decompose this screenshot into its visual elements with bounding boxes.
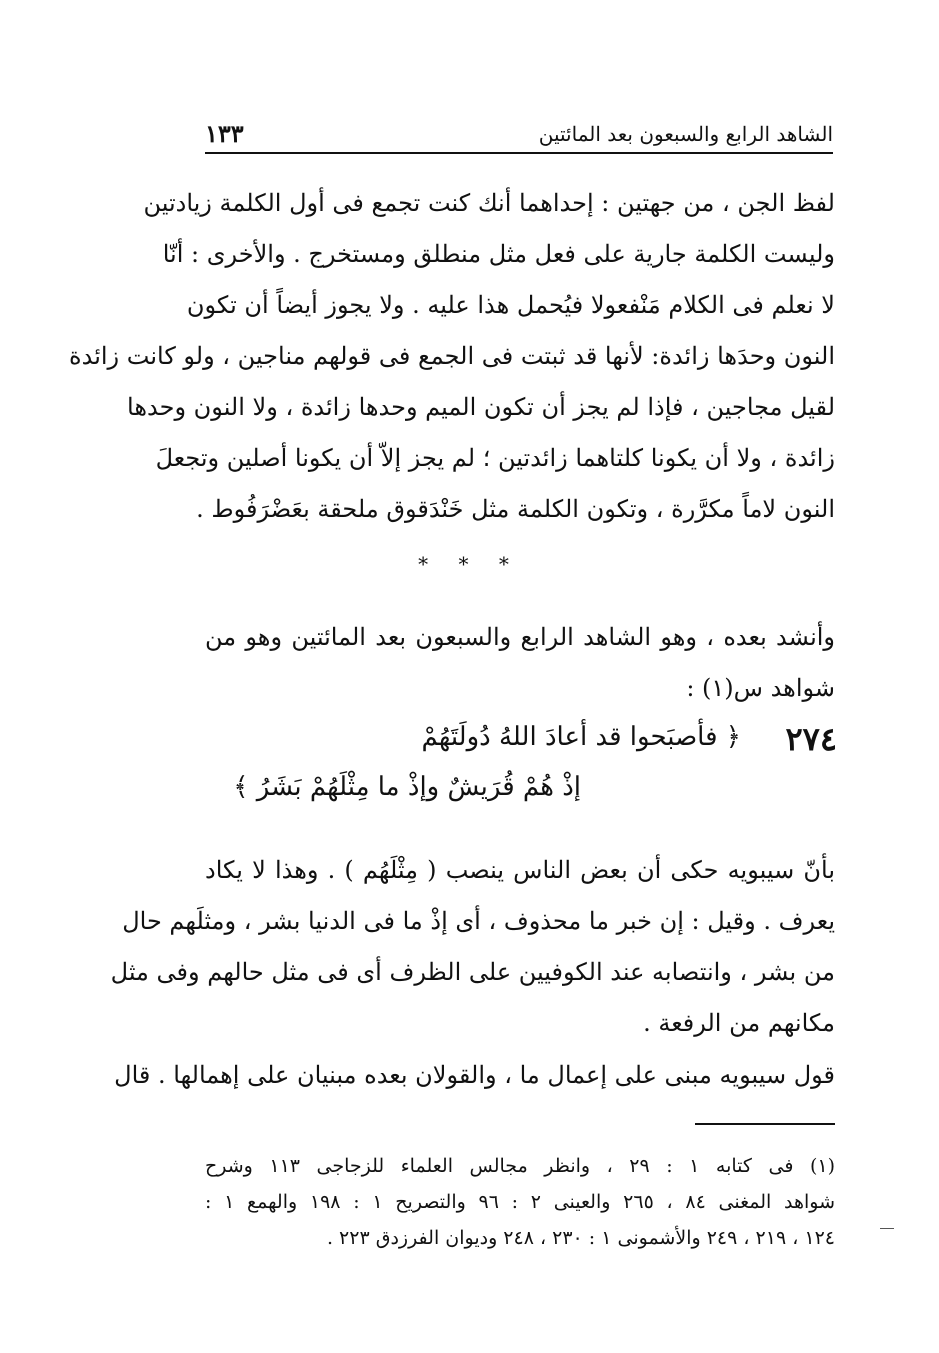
paragraph-3 bbox=[110, 845, 835, 1049]
text-line: النون وحدَها زائدة: لأنها قد ثبتت فى الجمع فى قولهم مناجين ، ولو كانت زائدة bbox=[69, 342, 835, 370]
running-title: الشاهد الرابع والسبعون بعد المائتين bbox=[538, 122, 833, 146]
footnote-line: شواهد المغنى ٨٤ ، ٢٦٥ والعينى ٢ : ٩٦ والتصريح ١ : ١٩٨ والهمع ١ : bbox=[205, 1191, 836, 1213]
text-line: من بشر ، وانتصابه عند الكوفيين على الظرف أى فى مثل حالهم وفى مثل bbox=[110, 958, 835, 986]
verse-number: ٢٧٤ bbox=[785, 720, 837, 758]
text-line: النون لاماً مكرَّرة ، وتكون الكلمة مثل خَنْدَقوق ملحقة بعَضْرَفُوط . bbox=[196, 495, 835, 523]
text-line: مكانهم من الرفعة . bbox=[643, 1009, 835, 1037]
text-line: قول سيبويه مبنى على إعمال ما ، والقولان بعده مبنيان على إهمالها . قال bbox=[114, 1061, 835, 1089]
section-separator: * * * bbox=[418, 552, 521, 576]
footnote-line: ١٢٤ ، ٢١٩ ، ٢٤٩ والأشمونى ١ : ٢٣٠ ، ٢٤٨ وديوان الفرزدق ٢٢٣ . bbox=[326, 1227, 835, 1249]
text-line: زائدة ، ولا أن يكونا كلتاهما زائدتين ؛ لم يجز إلاّ أن يكونا أصلين وتجعلَ bbox=[155, 444, 835, 472]
verse-hemistich-1: ﴿ فأصبَحوا قد أعادَ اللهُ دُولَتَهُمْ bbox=[421, 722, 741, 752]
footnote-rule bbox=[695, 1123, 835, 1125]
footnote bbox=[205, 1148, 835, 1256]
text-line: لفظ الجن ، من جهتين : إحداهما أنك كنت تجمع فى أول الكلمة زيادتين bbox=[143, 189, 835, 217]
page-number: ١٣٣ bbox=[205, 119, 244, 148]
verse-hemistich-2: إذْ هُمْ قُرَيشٌ وإذْ ما مِثْلَهُمْ بَشَرُ ﴾ bbox=[233, 772, 581, 802]
text-line: يعرف . وقيل : إن خبر ما محذوف ، أى إذْ ما فى الدنيا بشر ، ومثلَهم حال bbox=[122, 907, 835, 935]
paragraph-2 bbox=[205, 612, 835, 714]
text-line: بأنّ سيبويه حكى أن بعض الناس ينصب ( مِثْلَهُم ) . وهذا لا يكاد bbox=[205, 856, 835, 884]
text-line: لا نعلم فى الكلام مَنْفعولا فيُحمل هذا عليه . ولا يجوز أيضاً أن تكون bbox=[186, 291, 835, 319]
text-line: شواهد س(١) : bbox=[686, 674, 835, 702]
text-line: وليست الكلمة جارية على فعل مثل منطلق ومستخرج . والأخرى : أنّا bbox=[162, 240, 835, 268]
text-line: وأنشد بعده ، وهو الشاهد الرابع والسبعون بعد المائتين وهو من bbox=[205, 623, 835, 651]
text-line: لقيل مجاجين ، فإذا لم يجز أن تكون الميم وحدها زائدة ، ولا النون وحدها bbox=[127, 393, 835, 421]
footnote-line: (١) فى كتابه ١ : ٢٩ ، وانظر مجالس العلماء للزجاجى ١١٣ وشرح bbox=[205, 1155, 835, 1177]
margin-mark bbox=[880, 1228, 894, 1229]
page-header bbox=[205, 112, 833, 154]
paragraph-4 bbox=[114, 1050, 835, 1101]
paragraph-1 bbox=[69, 178, 835, 535]
